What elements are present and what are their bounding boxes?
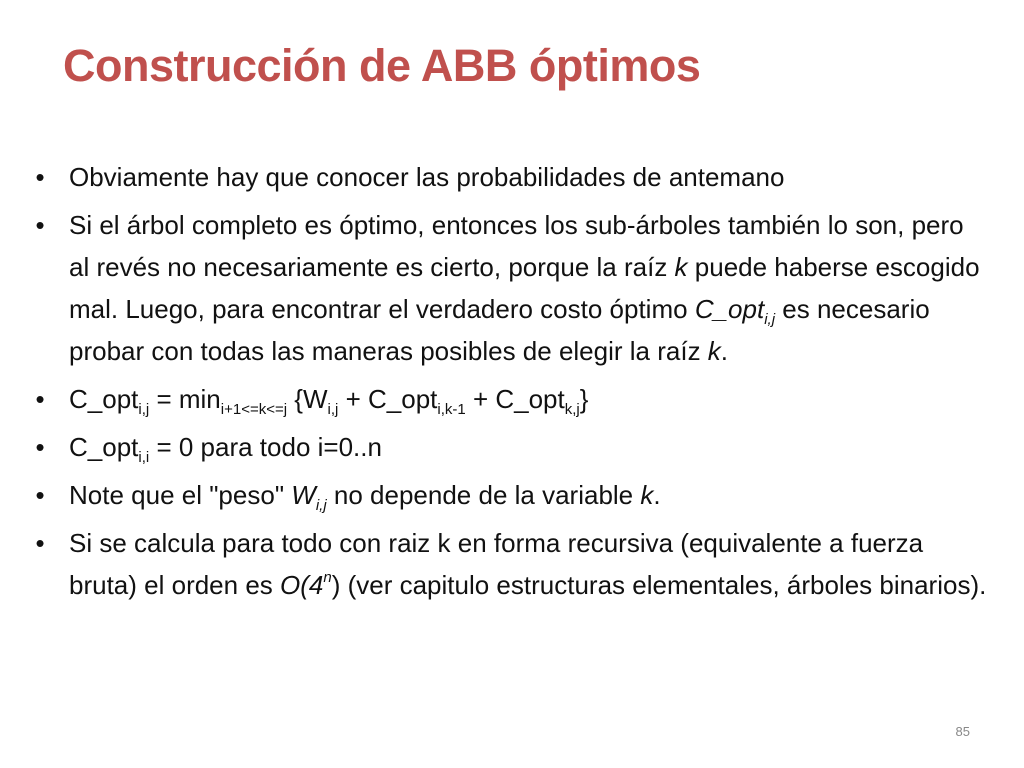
bullet-text: Note que el "peso" $W_{i,j}$ no depende de la variable k. xyxy=(69,480,661,514)
subscript: i,j xyxy=(315,497,327,514)
bullet-icon: • xyxy=(35,480,45,510)
variable-c-opt: C_opt xyxy=(694,294,765,324)
bullet-text: Si se calcula para todo con raiz k en forma recursiva (equivalente a fuerza bruta) el orden es O(4$^n$) (ver capitulo estructuras elementales, árboles binarios). xyxy=(69,528,987,600)
subscript: i,i xyxy=(138,449,150,466)
bullet-icon: • xyxy=(35,528,45,558)
bullet-item-3 xyxy=(30,378,990,420)
superscript: n xyxy=(323,569,332,586)
subscript: i,k-1 xyxy=(437,401,466,418)
formula-recurrence: C_opt$_{i,j}$ = $\min_{i+1<=k<=j} \{W_{i,j}$ + C_opt$_{i,k-1}$ + C_opt$_{k,j}$} xyxy=(69,384,589,418)
variable-k: k xyxy=(640,480,654,510)
subscript: i,j xyxy=(327,401,339,418)
bullet-item-2 xyxy=(30,204,990,372)
bullet-item-1 xyxy=(30,156,990,198)
bullet-list xyxy=(30,156,990,606)
bullet-icon: • xyxy=(35,432,45,462)
bullet-item-5 xyxy=(30,474,990,516)
bullet-text xyxy=(69,210,980,366)
variable-k: k xyxy=(707,336,721,366)
text-run: es necesario probar con todas las maneras posibles de elegir la raíz xyxy=(69,294,930,366)
slide-title: Construcción de ABB óptimos xyxy=(63,40,701,91)
big-o-notation: O(4 xyxy=(280,570,324,600)
text-run: puede haberse escogido mal. Luego, para encontrar el verdadero costo óptimo xyxy=(69,252,980,324)
bullet-text: Obviamente hay que conocer las probabilidades de antemano xyxy=(69,162,785,192)
text-run: . xyxy=(720,336,729,366)
page-number: 85 xyxy=(955,724,970,739)
subscript: i,j xyxy=(764,311,776,328)
bullet-icon: • xyxy=(35,162,45,192)
bullet-icon: • xyxy=(35,384,45,414)
subscript: i+1<=k<=j xyxy=(220,401,288,418)
variable-k: k xyxy=(674,252,688,282)
formula-base-case: C_opt$_{i,i}$ = 0 para todo i=0..n xyxy=(69,432,382,466)
bullet-item-4 xyxy=(30,426,990,468)
slide-body xyxy=(30,156,990,612)
subscript: i,j xyxy=(138,401,150,418)
subscript: k,j xyxy=(564,401,580,418)
text-run: Si el árbol completo es óptimo, entonces los sub-árboles también lo son, pero al revés no necesariamente es cierto, porque la raíz xyxy=(69,210,964,282)
variable-w: W xyxy=(291,480,316,510)
bullet-icon: • xyxy=(35,210,45,240)
bullet-item-6 xyxy=(30,522,990,606)
